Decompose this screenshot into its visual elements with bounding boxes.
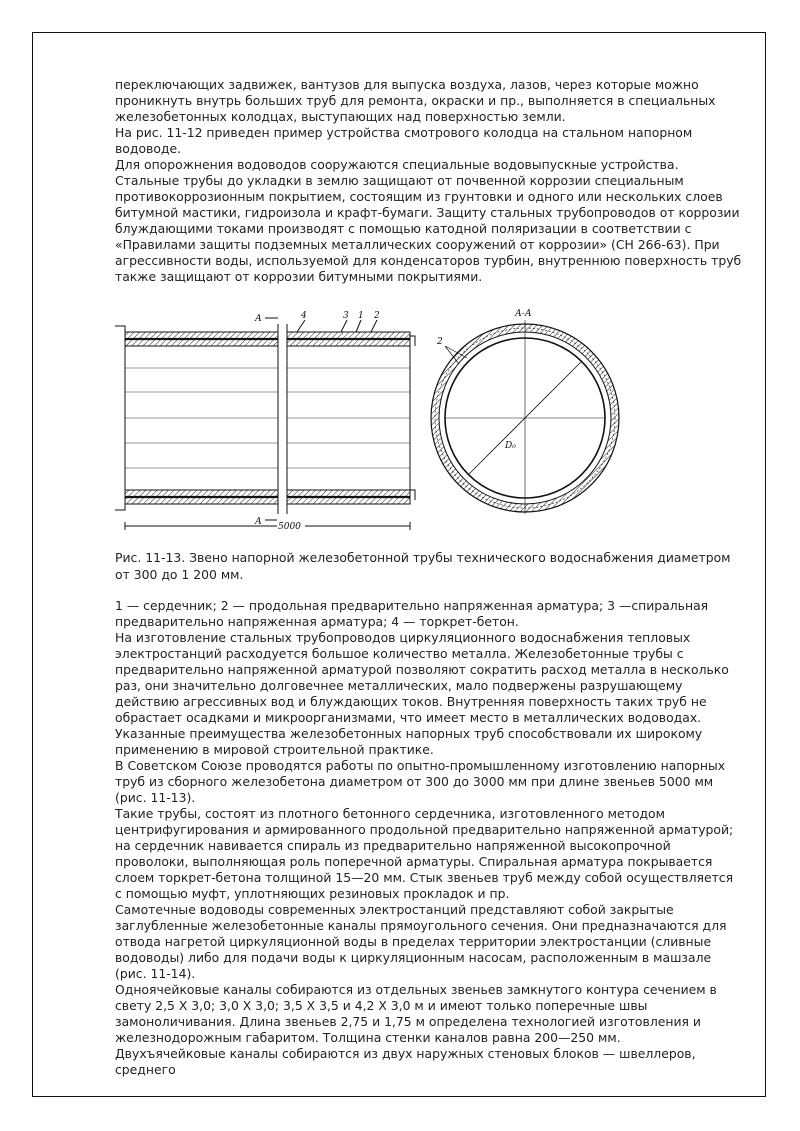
label-1: 1 [358,311,364,321]
pipe-figure [115,300,635,545]
label-3: 3 [343,311,349,321]
section-label-top: А [255,314,262,324]
paragraph: Двухъячейковые каналы собираются из двух наружных стеновых блоков — швеллеров, среднего [115,1046,696,1077]
paragraph: Одноячейковые каналы собираются из отдельных звеньев замкнутого контура сечением в свету 2,5 X 3,0; 3,0 X 3,0; 3,5 X 3,5 и 4,2 X 3,0 м и имеют только поперечные швы замоноличивания. Длина звеньев 2,75 и 1,75 м определена технологией изготовления и железнодорожным габаритом. Толщина стенки каналов равна 200—250 мм. [115,982,717,1045]
text-block-top [115,77,743,285]
paragraph: Самотечные водоводы современных электростанций представляют собой закрытые заглубленные железобетонные каналы прямоугольного сечения. Они предназначаются для отвода нагретой циркуляционной воды в пределах территории электростанции (сливные водоводы) либо для подачи воды к циркуляционным насосам, расположенным в машзале (рис. 11-14). [115,902,727,981]
paragraph: Такие трубы, состоят из плотного бетонного сердечника, изготовленного методом центрифугирования и армированного продольной предварительно напряженной арматурой; [115,806,734,837]
paragraph: В Советском Союзе проводятся работы по опытно-промышленному изготовлению напорных труб из сборного железобетона диаметром от 300 до 3000 мм при длине звеньев 5000 мм (рис. 11-13). [115,758,726,805]
section-label-bottom: А [255,517,262,527]
figure-caption: Рис. 11-13. Звено напорной железобетонной трубы технического водоснабжения диаметром от 300 до 1 200 мм. [115,550,731,582]
paragraph: На изготовление стальных трубопроводов циркуляционного водоснабжения тепловых электростанций расходуется большое количество металла. Железобетонные трубы с предварительно напряженной арматурой позволяют сократить расход металла в несколько раз, они значительно долговечнее металлических, мало подвержены разрушающему действию агрессивных вод и блуждающих токов. Внутренняя поверхность таких труб не обрастает осадками и микроорганизмами, что имеет место в металлических водоводах. [115,630,729,725]
text-block-bottom [115,598,743,1078]
paragraph: 1 — сердечник; 2 — продольная предварительно напряженная арматура; 3 —спиральная предварительно напряженная арматура; 4 — торкрет-бетон. [115,598,709,629]
label-4: 4 [301,311,307,321]
paragraph: переключающих задвижек, вантузов для выпуска воздуха, лазов, через которые можно проникнуть внутрь больших труб для ремонта, окраски и пр., выполняется в специальных железобетонных колодцах, выступающих над поверхностью земли. [115,77,716,124]
label-2: 2 [374,311,380,321]
paragraph: Указанные преимущества железобетонных напорных труб способствовали их широкому применению в мировой строительной практике. [115,726,703,757]
paragraph: Стальные трубы до укладки в землю защищают от почвенной коррозии специальным противокоррозионным покрытием, состоящим из грунтовки и одного или нескольких слоев битумной мастики, гидроизола и крафт-бумаги. Защиту стальных трубопроводов от коррозии блуждающими токами производят с помощью катодной поляризации в соответствии с «Правилами защиты подземных металлических сооружений от коррозии» (СН 266-63). При агрессивности воды, используемой для конденсаторов турбин, внутреннюю поверхность труб также защищают от коррозии битумными покрытиями. [115,173,742,284]
pipe-cross-section [431,320,619,514]
section-view-label: А-А [515,309,532,319]
paragraph: Для опорожнения водоводов сооружаются специальные водовыпускные устройства. [115,157,679,172]
paragraph: на сердечник навивается спираль из предварительно напряженной высокопрочной проволоки, выполняющая роль поперечной арматуры. Спиральная арматура покрывается слоем торкрет-бетона толщиной 15—20 мм. Стык звеньев труб между собой осуществляется с помощью муфт, уплотняющих резиновых прокладок и пр. [115,838,734,901]
length-dimension: 5000 [278,522,301,532]
label-2-section: 2 [437,337,443,347]
paragraph: На рис. 11-12 приведен пример устройства смотрового колодца на стальном напорном водоводе. [115,125,693,156]
diameter-label: D₀ [505,441,516,451]
pipe-longitudinal-view [115,318,415,530]
